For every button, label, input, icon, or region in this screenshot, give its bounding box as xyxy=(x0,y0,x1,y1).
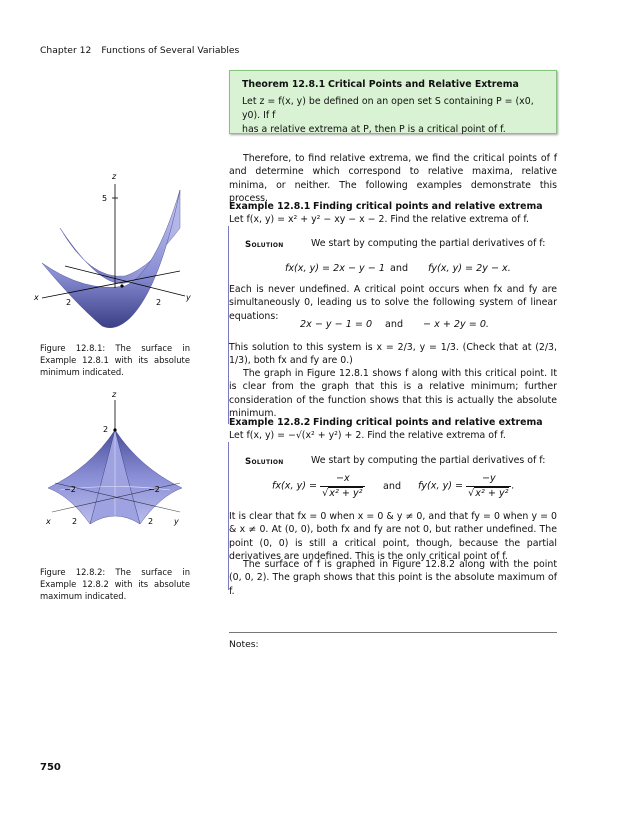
figure1-z-tick: 5 xyxy=(102,194,108,203)
example1-para3: The graph in Figure 12.8.1 shows f along with this critical point. It is clear from the graph that this is a relative minimum; further consideration of the function shows that this is actually the absolute minimum. xyxy=(229,368,557,420)
example2-fx: fx(x, y) = $\frac{-x}{\text{√x² + y²}}$ xyxy=(272,472,365,500)
page-number: 750 xyxy=(40,762,61,773)
example2-and: and xyxy=(383,481,402,492)
example2-label: Example 12.8.2 xyxy=(229,417,311,428)
chapter-title: Functions of Several Variables xyxy=(101,45,240,56)
figure2-max-point xyxy=(113,428,116,431)
figure2-neg-tick-left: −2 xyxy=(64,485,76,494)
theorem-body xyxy=(242,95,544,136)
figure2-z-tick: 2 xyxy=(103,425,109,434)
figure2-neg-tick-right: −2 xyxy=(148,485,160,494)
figure1-y-tick: 2 xyxy=(156,298,162,307)
figure1-plot xyxy=(30,168,200,338)
notes-rule xyxy=(229,632,557,633)
example1-heading xyxy=(229,200,543,213)
theorem-line-2: has a relative extrema at P, then P is a critical point of f. xyxy=(242,123,506,135)
example1-fx: fx(x, y) = 2x − y − 1 xyxy=(285,263,385,274)
example2-para2: The surface of f is graphed in Figure 12.8.2 along with the point (0, 0, 2). The graph shows that this point is the absolute maximum of f. xyxy=(229,559,557,597)
example2-solution-intro: We start by computing the partial derivatives of f: xyxy=(311,455,546,466)
example1-para1: Each is never undefined. A critical point occurs when fx and fy are simultaneously 0, leading us to solve the following system of linear equations: xyxy=(229,284,557,322)
example1-and: and xyxy=(390,263,409,274)
figure2-x-tick: 2 xyxy=(72,517,78,526)
figure2-caption: Figure 12.8.2: The surface in Example 12.8.2 with its absolute maximum indicated. xyxy=(40,567,190,602)
example2-statement: Let f(x, y) = −√(x² + y²) + 2. Find the relative extrema of f. xyxy=(229,430,506,441)
running-head xyxy=(40,44,239,57)
intro-paragraph: Therefore, to find relative extrema, we find the critical points of f and determine which correspond to relative maxima, relative minima, or neither. The following examples demonstrate this process. xyxy=(229,153,557,205)
figure1-z-label: z xyxy=(112,172,117,181)
figure1-x-label: x xyxy=(34,293,39,302)
example1-sys2: − x + 2y = 0. xyxy=(423,319,489,330)
figure2-z-label: z xyxy=(112,390,117,399)
example2-solution-label: Solution xyxy=(245,457,284,467)
figure1-x-tick: 2 xyxy=(66,298,72,307)
example2-heading xyxy=(229,416,543,429)
theorem-heading xyxy=(242,78,544,91)
theorem-title: Critical Points and Relative Extrema xyxy=(328,79,519,90)
example1-statement: Let f(x, y) = x² + y² − xy − x − 2. Find the relative extrema of f. xyxy=(229,214,530,225)
chapter-number: Chapter 12 xyxy=(40,45,92,56)
example1-para2: This solution to this system is x = 2/3, y = 1/3. (Check that at (2/3, 1/3), both fx and fy are 0.) xyxy=(229,342,557,367)
example1-solution-label: Solution xyxy=(245,240,284,250)
figure2-plot xyxy=(30,388,200,538)
figure1-surface-front xyxy=(42,190,180,328)
example2-para1: It is clear that fx = 0 when x = 0 & y ≠ 0, and that fy = 0 when y = 0 & x ≠ 0. At (0, 0), both fx and fy are not 0, but rather undefined. The point (0, 0) is still a critical point, though, because the partial derivatives are undefined. This is the only critical point of f. xyxy=(229,511,557,563)
figure2-x-label: x xyxy=(46,517,51,526)
example1-sys-and: and xyxy=(385,319,404,330)
example1-label: Example 12.8.1 xyxy=(229,201,311,212)
figure2-y-label: y xyxy=(174,517,179,526)
figure1-caption: Figure 12.8.1: The surface in Example 12.8.1 with its absolute minimum indicated. xyxy=(40,343,190,378)
figure1-min-point xyxy=(120,284,123,287)
example1-solution-intro: We start by computing the partial derivatives of f: xyxy=(311,238,546,249)
example1-fy: fy(x, y) = 2y − x. xyxy=(428,263,511,274)
theorem-label: Theorem 12.8.1 xyxy=(242,79,326,90)
theorem-line-1: Let z = f(x, y) be defined on an open set S containing P = (x0, y0). If f xyxy=(242,96,534,121)
example1-title: Finding critical points and relative extrema xyxy=(313,201,543,212)
example1-sys1: 2x − y − 1 = 0 xyxy=(300,319,373,330)
theorem-box xyxy=(229,70,557,134)
figure2-y-tick: 2 xyxy=(148,517,154,526)
figure1-y-label: y xyxy=(186,293,191,302)
example2-title: Finding critical points and relative extrema xyxy=(313,417,543,428)
example2-fy: fy(x, y) = $\frac{-y}{\text{√x² + y²}}$ . xyxy=(418,473,515,499)
notes-label: Notes: xyxy=(229,639,259,650)
